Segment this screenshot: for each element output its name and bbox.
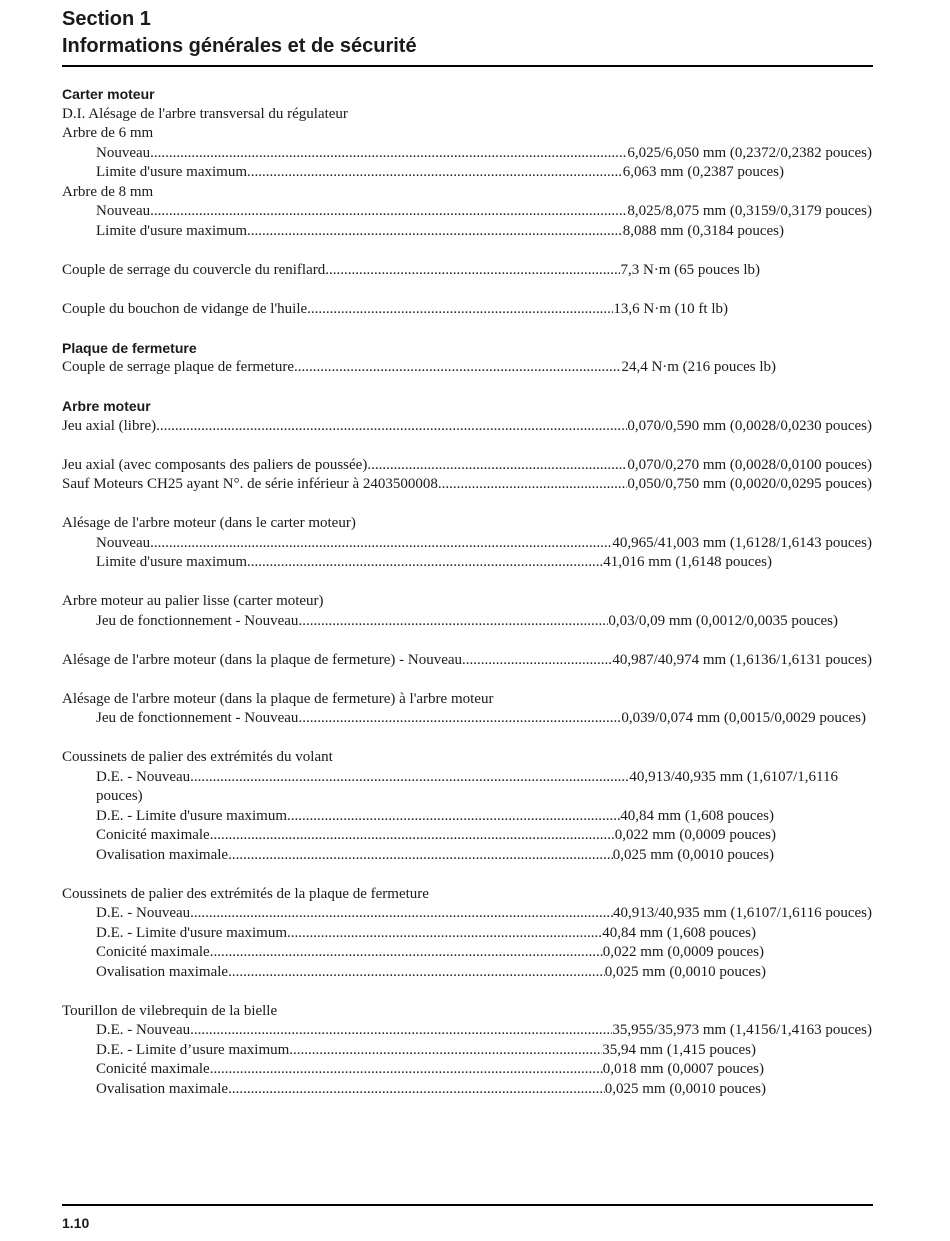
dot-leader xyxy=(247,553,603,573)
dot-leader xyxy=(228,846,613,866)
spec-value: 0,025 mm (0,0010 pouces) xyxy=(604,963,766,980)
spec-label: Nouveau xyxy=(96,203,151,219)
governor-bore-title: D.I. Alésage de l'arbre transversal du régulateur xyxy=(62,105,348,122)
spec-content xyxy=(62,85,873,1099)
spec-label: Nouveau xyxy=(96,144,151,161)
heading-crankshaft: Arbre moteur xyxy=(62,398,151,414)
spec-value: 0,050/0,750 mm (0,0020/0,0295 pouces) xyxy=(627,476,872,492)
dot-leader xyxy=(247,163,623,183)
spec-row-drain-plug xyxy=(62,300,728,320)
spec-value: 6,025/6,050 mm (0,2372/0,2382 pouces) xyxy=(627,144,872,161)
dot-leader xyxy=(287,924,602,944)
spec-label: Ovalisation maximale xyxy=(96,1080,229,1097)
page-title: Informations générales et de sécurité xyxy=(62,35,417,57)
spec-label: Alésage de l'arbre moteur (dans la plaque de fermeture) - Nouveau xyxy=(62,651,463,668)
dot-leader xyxy=(210,826,615,846)
spec-value: 0,018 mm (0,0007 pouces) xyxy=(602,1061,764,1077)
spec-row-flywheel-oor xyxy=(62,846,774,866)
dot-leader xyxy=(367,456,627,476)
spec-label: Couple de serrage plaque de fermeture xyxy=(62,359,294,375)
dot-leader xyxy=(156,417,627,437)
page-number: 1.10 xyxy=(62,1215,90,1231)
spec-value: 40,84 mm (1,608 pouces) xyxy=(620,807,774,824)
flywheel-od-new-continuation: pouces) xyxy=(96,788,143,804)
spec-label: Couple du bouchon de vidange de l'huile xyxy=(62,300,308,317)
spec-value: 24,4 N·m (216 pouces lb) xyxy=(621,359,776,375)
spec-value: 13,6 N·m (10 ft lb) xyxy=(613,300,728,317)
dot-leader xyxy=(190,768,629,788)
spec-label: Sauf Moteurs CH25 ayant N°. de série inférieur à 2403500008 xyxy=(62,476,438,492)
spec-value: 0,03/0,09 mm (0,0012/0,0035 pouces) xyxy=(608,612,838,629)
dot-leader xyxy=(294,358,621,378)
spec-value: 0,070/0,270 mm (0,0028/0,0100 pouces) xyxy=(627,456,872,473)
spec-row-rod-oor xyxy=(62,1080,766,1100)
spec-row-flywheel-taper xyxy=(62,826,776,846)
dot-leader xyxy=(150,534,612,554)
spec-label: Jeu axial (libre) xyxy=(62,417,157,434)
spec-row-bore-crankcase-new xyxy=(62,534,872,554)
dot-leader xyxy=(150,202,627,222)
shaft-6mm-title: Arbre de 6 mm xyxy=(62,125,154,141)
page-header xyxy=(62,6,872,60)
spec-row-closure-torque xyxy=(62,358,776,378)
spec-value: 0,025 mm (0,0010 pouces) xyxy=(604,1080,766,1097)
plate-journal-title: Coussinets de palier des extrémités de la plaque de fermeture xyxy=(62,885,429,902)
spec-value: 40,965/41,003 mm (1,6128/1,6143 pouces) xyxy=(612,534,872,551)
spec-row-6mm-wear xyxy=(62,163,784,183)
spec-label: Jeu axial (avec composants des paliers de poussée) xyxy=(62,456,368,473)
spec-value: 40,987/40,974 mm (1,6136/1,6131 pouces) xyxy=(612,651,872,668)
footer-rule xyxy=(62,1204,873,1206)
bore-plate-to-crank-title: Alésage de l'arbre moteur (dans la plaque de fermeture) à l'arbre moteur xyxy=(62,690,494,707)
spec-row-bore-crankcase-wear xyxy=(62,553,772,573)
spec-value: 0,022 mm (0,0009 pouces) xyxy=(602,944,764,960)
spec-value: 6,063 mm (0,2387 pouces) xyxy=(622,164,784,180)
heading-closure-plate: Plaque de fermeture xyxy=(62,339,197,356)
spec-value: 40,84 mm (1,608 pouces) xyxy=(602,924,756,941)
dot-leader xyxy=(289,1041,602,1061)
dot-leader xyxy=(287,807,620,827)
spec-label: Conicité maximale xyxy=(96,827,210,843)
dot-leader xyxy=(438,475,628,495)
spec-label: Conicité maximale xyxy=(96,1061,210,1077)
dot-leader xyxy=(228,963,605,983)
spec-value: 0,039/0,074 mm (0,0015/0,0029 pouces) xyxy=(621,710,866,726)
dot-leader xyxy=(298,612,608,632)
spec-value: 35,94 mm (1,415 pouces) xyxy=(602,1041,756,1058)
spec-label: D.E. - Limite d'usure maximum xyxy=(96,807,288,824)
flywheel-journal-title: Coussinets de palier des extrémités du volant xyxy=(62,749,333,765)
dot-leader xyxy=(210,1060,603,1080)
spec-value: 40,913/40,935 mm (1,6107/1,6116 pouces) xyxy=(612,905,872,921)
spec-row-plate-od-new xyxy=(62,904,872,924)
spec-label: D.E. - Limite d'usure maximum xyxy=(96,924,288,941)
dot-leader xyxy=(150,144,627,164)
dot-leader xyxy=(210,943,603,963)
spec-row-breather-torque xyxy=(62,261,760,281)
spec-label: Limite d'usure maximum xyxy=(96,222,248,239)
spec-row-flywheel-od-wear xyxy=(62,807,774,827)
spec-value: 40,913/40,935 mm (1,6107/1,6116 xyxy=(629,768,838,785)
spec-label: Nouveau xyxy=(96,534,151,551)
spec-label: D.E. - Limite d’usure maximum xyxy=(96,1041,290,1058)
spec-label: Ovalisation maximale xyxy=(96,846,229,863)
spec-row-bore-plate-new xyxy=(62,651,872,671)
spec-label: D.E. - Nouveau xyxy=(96,905,191,921)
spec-row-end-play-thrust xyxy=(62,456,872,476)
spec-row-rod-taper xyxy=(62,1060,764,1080)
spec-label: D.E. - Nouveau xyxy=(96,768,191,785)
dot-leader xyxy=(228,1080,605,1100)
spec-label: Limite d'usure maximum xyxy=(96,164,248,180)
spec-label: Conicité maximale xyxy=(96,944,210,960)
spec-row-8mm-wear xyxy=(62,222,784,242)
spec-label: D.E. - Nouveau xyxy=(96,1022,191,1038)
spec-row-rod-od-wear xyxy=(62,1041,756,1061)
spec-value: 0,022 mm (0,0009 pouces) xyxy=(614,827,776,843)
spec-row-8mm-new xyxy=(62,202,872,222)
dot-leader xyxy=(307,300,613,320)
rod-journal-title: Tourillon de vilebrequin de la bielle xyxy=(62,1002,278,1019)
spec-row-plate-od-wear xyxy=(62,924,756,944)
spec-row-flywheel-od-new xyxy=(62,768,838,788)
spec-label: Ovalisation maximale xyxy=(96,963,229,980)
spec-value: 41,016 mm (1,6148 pouces) xyxy=(603,554,772,570)
sleeve-bearing-title: Arbre moteur au palier lisse (carter moteur) xyxy=(62,593,324,609)
spec-row-plate-oor xyxy=(62,963,766,983)
spec-value: 7,3 N·m (65 pouces lb) xyxy=(620,261,760,278)
spec-row-sleeve-clearance xyxy=(62,612,838,632)
heading-crankcase: Carter moteur xyxy=(62,86,155,102)
spec-row-end-play-free xyxy=(62,417,872,437)
dot-leader xyxy=(190,904,613,924)
bore-crankcase-title: Alésage de l'arbre moteur (dans le carter moteur) xyxy=(62,515,356,531)
spec-row-plate-taper xyxy=(62,943,764,963)
spec-value: 35,955/35,973 mm (1,4156/1,4163 pouces) xyxy=(612,1022,872,1038)
dot-leader xyxy=(190,1021,612,1041)
dot-leader xyxy=(298,709,621,729)
spec-label: Limite d'usure maximum xyxy=(96,554,248,570)
spec-row-plate-clearance xyxy=(62,709,866,729)
spec-label: Couple de serrage du couvercle du reniflard xyxy=(62,261,326,278)
header-rule xyxy=(62,65,873,67)
spec-row-except-ch25 xyxy=(62,475,872,495)
spec-value: 8,088 mm (0,3184 pouces) xyxy=(622,222,784,239)
spec-label: Jeu de fonctionnement - Nouveau xyxy=(96,710,299,726)
spec-row-rod-od-new xyxy=(62,1021,872,1041)
dot-leader xyxy=(247,222,623,242)
spec-value: 0,025 mm (0,0010 pouces) xyxy=(612,846,774,863)
spec-row-6mm-new xyxy=(62,144,872,164)
shaft-8mm-title: Arbre de 8 mm xyxy=(62,183,154,200)
dot-leader xyxy=(325,261,620,281)
spec-value: 8,025/8,075 mm (0,3159/0,3179 pouces) xyxy=(627,203,872,219)
dot-leader xyxy=(462,651,612,671)
section-number: Section 1 xyxy=(62,8,151,30)
spec-label: Jeu de fonctionnement - Nouveau xyxy=(96,612,299,629)
spec-value: 0,070/0,590 mm (0,0028/0,0230 pouces) xyxy=(627,417,872,434)
